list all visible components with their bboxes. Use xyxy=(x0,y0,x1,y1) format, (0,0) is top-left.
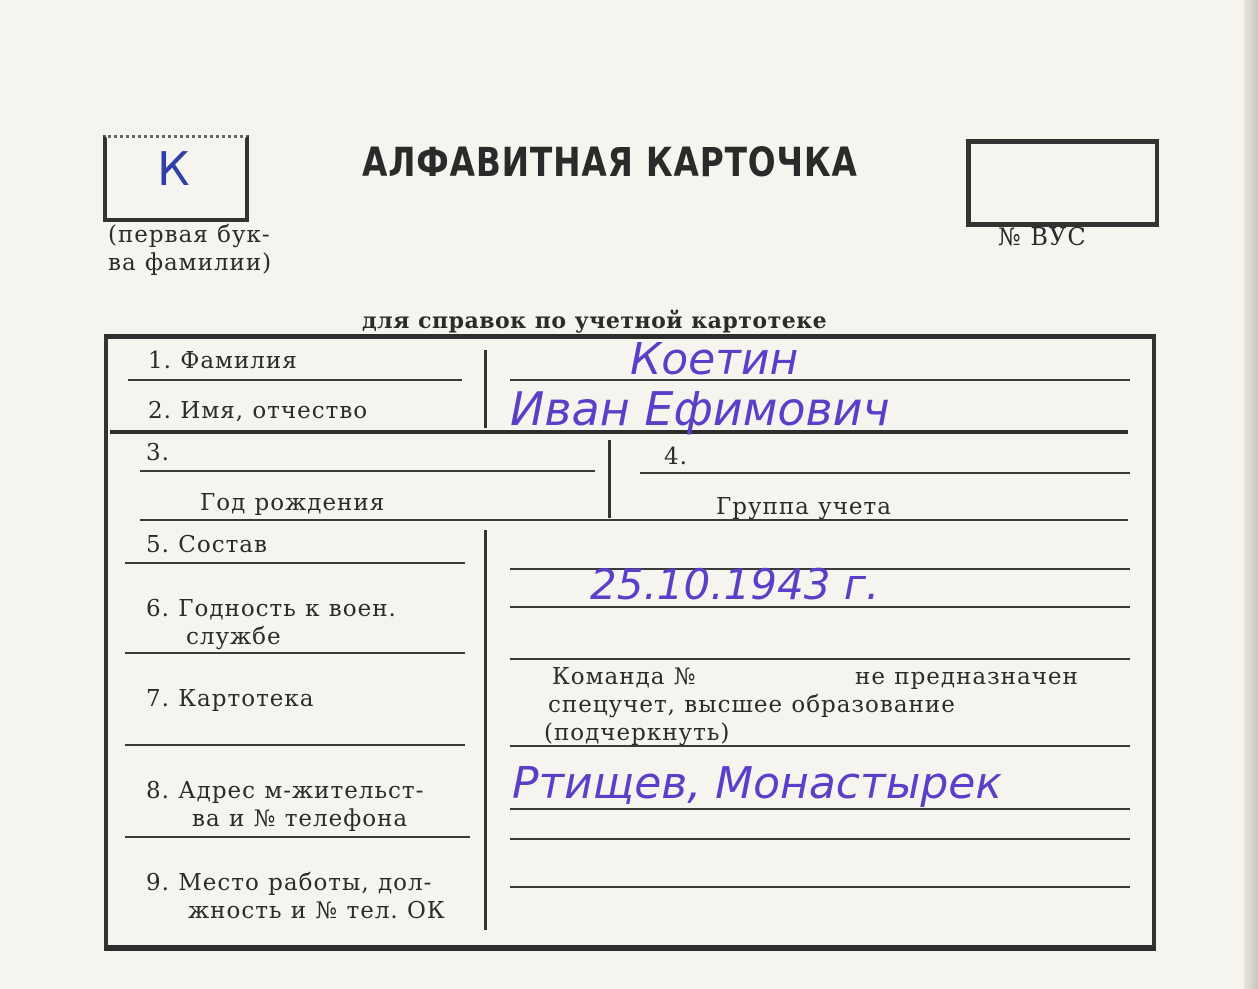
rule xyxy=(140,519,1128,521)
field-7-label: 7. Картотека xyxy=(146,686,315,712)
rule xyxy=(140,470,595,472)
rule xyxy=(510,658,1130,660)
rule xyxy=(510,886,1130,888)
first-letter-box xyxy=(103,135,249,222)
field-7-text-2: спецучет, высшее образование xyxy=(548,692,956,718)
rule xyxy=(125,562,465,564)
field-3-label: 3. xyxy=(146,440,170,466)
rule xyxy=(640,472,1130,474)
first-letter-caption-2: ва фамилии) xyxy=(108,250,273,276)
first-letter-caption-1: (первая бук- xyxy=(108,222,271,248)
rule xyxy=(125,836,470,838)
rule xyxy=(125,744,465,746)
rule xyxy=(510,838,1130,840)
field-4-label: 4. xyxy=(664,444,688,470)
field-6-label-1: 6. Годность к воен. xyxy=(146,596,397,622)
field-2-value: Иван Ефимович xyxy=(510,382,890,436)
rule xyxy=(125,652,465,654)
first-letter-value: К xyxy=(157,142,190,196)
divider-v-34 xyxy=(608,440,611,518)
field-8-label-1: 8. Адрес м-жительст- xyxy=(146,778,425,804)
field-9-label-1: 9. Место работы, дол- xyxy=(146,870,433,896)
field-3-caption: Год рождения xyxy=(200,490,386,516)
card-title: АЛФАВИТНАЯ КАРТОЧКА xyxy=(362,140,858,186)
field-1-label: 1. Фамилия xyxy=(148,348,298,374)
field-9-label-2: жность и № тел. ОК xyxy=(188,898,446,924)
field-6-label-2: службе xyxy=(186,624,282,650)
divider-v-top xyxy=(484,350,487,428)
field-4-caption: Группа учета xyxy=(716,494,892,520)
field-5-label: 5. Состав xyxy=(146,532,268,558)
divider-v-bottom xyxy=(484,530,487,930)
vus-box xyxy=(966,139,1159,227)
rule xyxy=(510,379,1130,381)
field-7-text-3: (подчеркнуть) xyxy=(544,720,731,746)
field-2-label: 2. Имя, отчество xyxy=(148,398,369,424)
field-7-text-1b: не предназначен xyxy=(855,664,1079,690)
rule xyxy=(128,379,462,381)
field-1-value: Коетин xyxy=(630,334,799,385)
field-8-label-2: ва и № телефона xyxy=(192,806,409,832)
field-8-value: Ртищев, Монастырек xyxy=(512,758,1002,809)
paper-edge xyxy=(1244,0,1258,989)
vus-caption: № ВУС xyxy=(998,223,1087,251)
card-subtitle: для справок по учетной картотеке xyxy=(362,308,828,334)
field-7-text-1: Команда № xyxy=(552,664,697,690)
field-6-value: 25.10.1943 г. xyxy=(590,560,880,609)
